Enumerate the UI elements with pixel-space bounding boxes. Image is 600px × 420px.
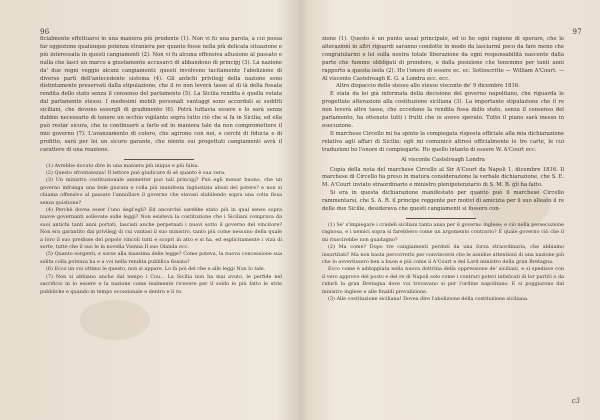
footnote: (4) Perchè dovea esser l'uno degl'egli? Ed ancorchè sarebbe stato più in qual senso sopra nuove governanti sollevate sulle leggi? Non esisteva la costituzione che i Siciliani comprava da suoi antichi tanti anni portati, lasciati anche perpetuati i nuovi sotto il governo del vincitore? Non era garantito dai privilegj di cui vantasi il suo ministro, tanto più come nessuno della quale a loro il suo predisse del popolo vincoli tutti e scopri in atto e si ha, ed esplicitamente i vizii di sorte, tutte che il suo le la novella Vienna Il suo Olanda ecc. xyxy=(40,207,282,251)
footnote: (7) Non si abbiano anche dal tempo i Cou... La Sicilia non ha mai avuto, le perfide nel sacrificio in lo essere e la nazione come lealmente ricevere per il soldo le più fatto le strie pubbliche e quando in tempo eccezionale e dentro e li re. xyxy=(40,273,282,295)
footnote: (5) Quanto sorgenti, e sorse alla massima delle legge? Come poteva, la nuova concessione sua solita colla potenza ha e a voi nella rendita pubblica fissata? xyxy=(40,251,282,265)
body-paragraph: E stata da lei già informata della decisione del governo napolitano, che riguarda le progettate alterazioni alla costituzione siciliana (3). La importante stipulazione che il re non leverà altre tasse, che eccedano la rendita fissa dello stato, senza il consenso del parlamento, ha ottenuto tutti i frutti che io avevo sperato. Tutto il piano sarà messo in esecuzione. xyxy=(322,91,564,129)
right-text-column xyxy=(322,36,564,303)
body-paragraph: Il marchese Circello mi ha spinto la compiegata risposta officiale alla mia dichiarazione relativa agli affari di Sicilia: egli mi comunicò altresì officialmente le tre carte, le cui traduzioni ho l'onore di compiegarle. Ho quello intanto di essere W. A'Court ecc. xyxy=(322,130,564,153)
body-paragraph: Copia della nota del marchese Circello al Sir A'Court da Napoli 1, dicembre 1816. Il marchese di Circello ha preso in matura considerazione la verbale dichiarazione, che S. E. M. A'Court inviato straordinario e ministro plenipotenziario di S. M. B. gli ha fatto. xyxy=(322,166,564,189)
footnote: (2) Ma come? Dopo tre cangiamenti perduti da una forza straordinaria, che abbiamo insurtitati? Ma non basta percorrerlo per convincersi che le assidue attentioni di una nazione più che lo avvertissero ben a buon e più come il A'Court e del Lord ministro della gran Bretagna. xyxy=(322,244,564,265)
right-page xyxy=(300,0,600,420)
footnotes xyxy=(322,222,564,303)
body-paragraph: ficialmente effettuarsi in una maniera più prudente (1). Non vi fu una parola, a cui possa far oggezione qualunque potenza straniera per quanto fosse nella più delicata situazione e più interessata in questi cangiamenti (2). Non vi fu alcuna offensiva allusione al passato e nulla che lasci un marco a giustamente accusarci di abbandono di principj (3). La nazione da' due regni veggio alcuni cangiamenti: questi involvono tacitamente l'abolizione di diverse parti dell'antecedente sistema (4). Gli antichi privilegj della nazione sono distintamente preservati dalla stipulazione, che il re non leverà tasse al di là della fissata rendita dello stato senza il consenso del parlamento (5). La Sicilia rendita è quella votata dal parlamento stesso. I medesimi mobili personali vantaggi sono accordati ai sudditi siciliani, che devono essergli di gradimento (6). Potrà tuttavia essere e lo sarà senza dubbio necessario di tenere un occhio vigilante sopra tutto ciò che si fa in Sicilia; ed ella può restar sicura, che io continuerò a farlo ed in maniera tale da non compromettere il mio governo (7). L'avanzamento di coloro, che agirono con noi, e cerchi di fiducia e di profitto, sarà per lei un sicuro garante, che niente sui progettati cangiamenti avrà il carattere di una reazione. xyxy=(40,36,282,153)
footnote: (3) Alle costituzione siciliana! Dovea dire l'abolizione della costituzione siciliana. xyxy=(328,296,529,302)
footnote: (6) Ecco un voi ottimo le questo, non si appare. Lo fa poi del che e alle leggi Non lo tale. xyxy=(46,266,266,273)
footnote: (2) Questo sfrontatezza! Il lettore può giudicare di sè quanto è sua vera. xyxy=(46,170,226,176)
left-text-column xyxy=(40,36,282,296)
footnote: Ecco come è addoppiata nella nuova dottrina della oppressione de' siciliani, e si spedisce con il vero approvo del posto e del re di Napoli solo come i contrari poteri infaticati di lor partiti o da ridurli la gran Bretagna dove voi trovavano si per l'ordine napolitano. E si poggiarono dal ministro inglese e alle finaldi prevalizione. xyxy=(322,266,564,295)
footnote-rule xyxy=(406,218,476,219)
page-number: 97 xyxy=(572,28,582,36)
body-paragraph: zione (1). Questo è un punto assai principale, ed io ho ogni ragione di sperare, che le alterazioni in altri riguardi saranno condotte in modo da lasciarmi poco da fare meno che congratularmi e lei sulla nostra totale liberazione da ogni responsabilità nascente dalla parte che fummo obbligati di prendere, e dalla posizione che tenemmo per tanti anni rapporto a questa isola (2). Ho l'onore di essere ec. ec. Sottoscritto — William A'Court. — Al visconte Castelreagh K. G. a Londra ecc. ecc. xyxy=(322,36,564,82)
section-heading: Al visconte Castelreagh Londra xyxy=(401,156,485,163)
page-number: 96 xyxy=(40,28,50,36)
footnotes xyxy=(40,163,282,296)
footnote-rule xyxy=(124,159,194,160)
footnote: (1) Se' s'impiegare i crudeli siciliani tanta ansa per il governo inglese; e ciò nella persecuzione ragnosa, e i nemici sopra si farebbero come un argomento contrario? E quale governo ciò che il mi riuscirebbe non guadagno? xyxy=(322,221,564,243)
footnote: (3) Un ministro costituzionale ammetter può tali principj? Può egli menar buono, che un governo infranga una fede giurata e colla più manifesta ingiustizia abusi del potere? e non si chiama offensivo al passato l'annullare il governo che stavasi stabilendo sopra una colta fissa senza quistione? xyxy=(40,177,282,206)
body-paragraph: Si era in questa dichiarazione manifestato per quanto può il marchese Circello rammentarsi, che S. A. R. il principe reggente per motivi di amicizia per il suo alleato il re delle due Sicilie, desiderava che questi cangiamenti si fossero con- xyxy=(322,190,564,213)
footnote: (1) Avrebbe dovuto dire in una maniera più iniqua e più falsa. xyxy=(46,162,200,169)
body-paragraph: Altro dispaccio dello stesso allo stesso visconte de' 9 dicembre 1816. xyxy=(336,83,520,90)
catchword: c3 xyxy=(571,397,580,405)
